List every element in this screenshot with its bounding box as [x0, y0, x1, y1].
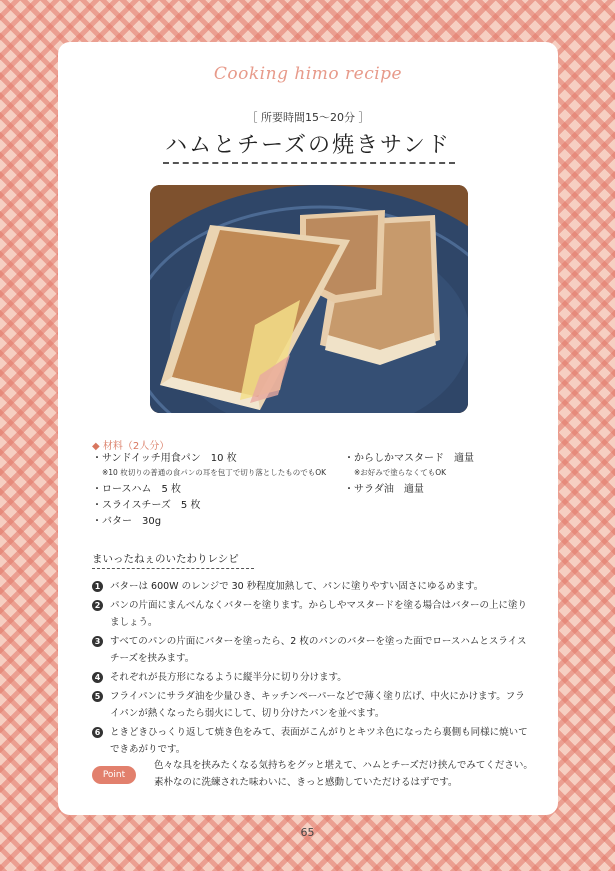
step-number: 6 [92, 727, 103, 738]
step-item [92, 724, 532, 758]
step-text: フライパンにサラダ油を少量ひき、キッチンペーパーなどで薄く塗り広げ、中火にかけます。フライパンが熱くなったら弱火にして、切り分けたパンを並べます。 [110, 691, 525, 719]
step-number: 1 [92, 581, 103, 592]
step-item [92, 597, 532, 631]
page-number: 65 [300, 826, 315, 839]
method-divider [92, 568, 254, 569]
ingredient-item: ・バター 30g [92, 516, 162, 527]
recipe-title: ハムとチーズの焼きサンド [165, 133, 451, 158]
brand-logo-text: Cooking himo recipe [213, 64, 403, 84]
ingredient-note: ※10 枚切りの普通の食パンの耳を包丁で切り落としたものでもOK [102, 468, 327, 477]
method-steps [92, 578, 532, 760]
ingredient-item: ・ロースハム 5 枚 [92, 484, 182, 495]
ingredient-note: ※お好みで塗らなくてもOK [354, 468, 447, 477]
step-number: 3 [92, 636, 103, 647]
ingredient-item: ・サラダ油 適量 [344, 484, 424, 495]
step-number: 4 [92, 672, 103, 683]
ingredient-item: ・からしかマスタード 適量 [344, 453, 474, 464]
step-number: 2 [92, 600, 103, 611]
step-number: 5 [92, 691, 103, 702]
sandwich-photo [150, 185, 468, 413]
ingredients-left [92, 454, 362, 534]
recipe-card [58, 42, 558, 815]
prep-time-label: ［ 所要時間15～20分 ］ [246, 111, 370, 124]
ingredients-heading: ◆ 材料（2人分） [92, 441, 170, 452]
step-item [92, 669, 532, 686]
step-item [92, 688, 532, 722]
point-badge: Point [92, 766, 136, 784]
step-text: すべてのパンの片面にバターを塗ったら、2 枚のパンのバターを塗った面でロースハムとスライスチーズを挟みます。 [110, 636, 527, 664]
method-title: まいったねぇのいたわりレシピ [92, 553, 239, 565]
ingredient-item: ・サンドイッチ用食パン 10 枚 [92, 453, 237, 464]
step-text: パンの片面にまんべんなくバターを塗ります。からしやマスタードを塗る場合はバターの上に塗りましょう。 [110, 600, 528, 628]
ingredients-right [344, 454, 534, 504]
title-divider [163, 162, 455, 164]
ingredient-item: ・スライスチーズ 5 枚 [92, 500, 201, 511]
step-text: バターは 600W のレンジで 30 秒程度加熱して、パンに塗りやすい固さにゆるめます。 [110, 581, 484, 592]
step-text: ときどきひっくり返して焼き色をみて、表面がこんがりとキツネ色になったら裏側も同様に焼いてできあがりです。 [110, 727, 528, 755]
step-item [92, 578, 532, 595]
step-item [92, 633, 532, 667]
point-text: 色々な具を挟みたくなる気持ちをグッと堪えて、ハムとチーズだけ挟んでみてください。素朴なのに洗練された味わいに、きっと感動していただけるはずです。 [154, 760, 533, 788]
step-text: それぞれが長方形になるように縦半分に切り分けます。 [110, 672, 347, 683]
